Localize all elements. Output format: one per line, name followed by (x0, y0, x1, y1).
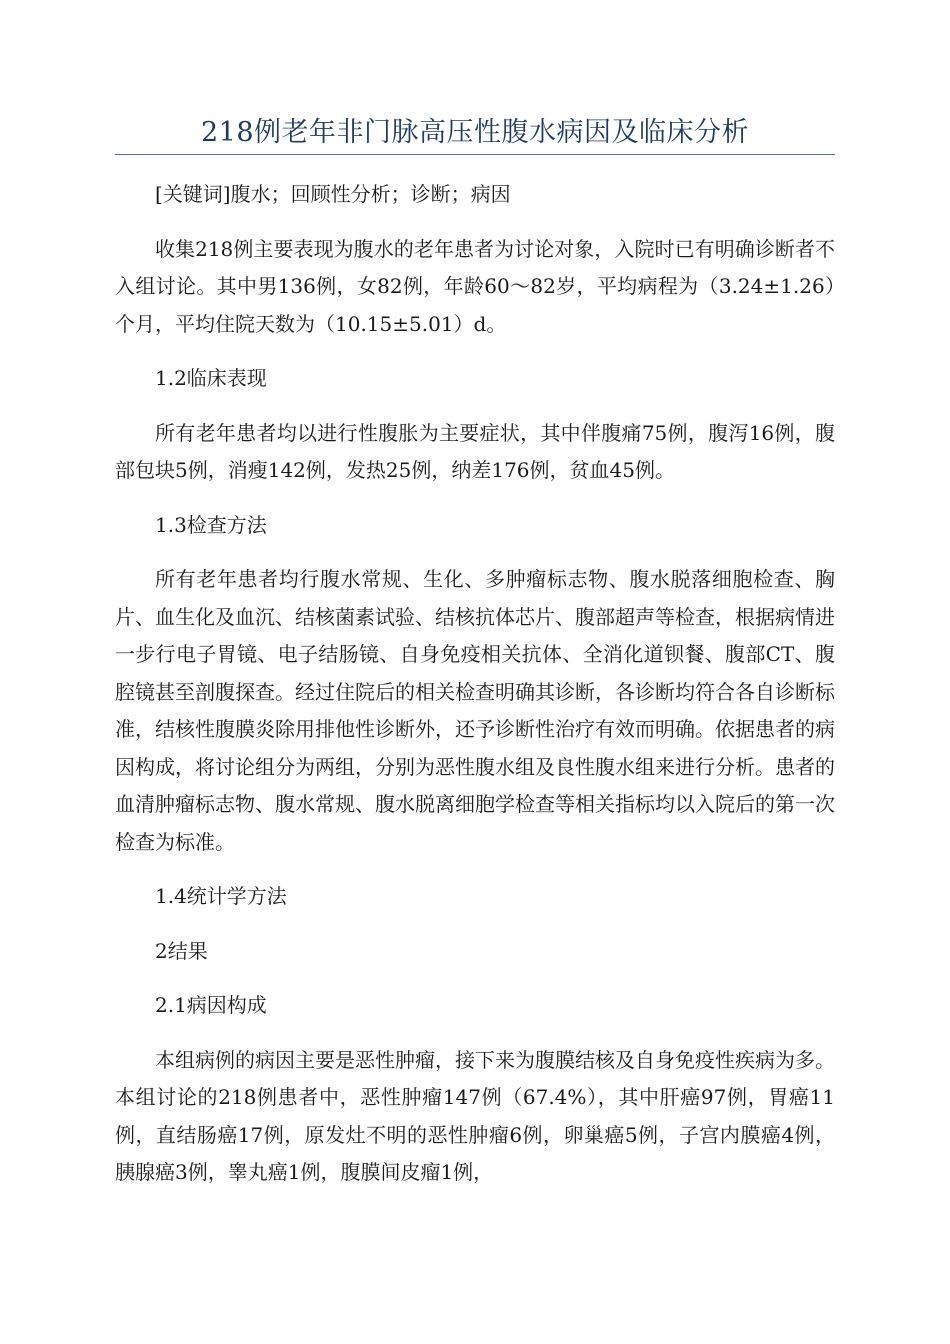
body-paragraph: 收集218例主要表现为腹水的老年患者为讨论对象，入院时已有明确诊断者不入组讨论。其中男136例，女82例，年龄60～82岁，平均病程为（3.24±1.26）个月，平均住院天数为（10.15±5.01）d。 (115, 236, 835, 336)
document-title: 218例老年非门脉高压性腹水病因及临床分析 (200, 117, 750, 148)
section-heading: 2结果 (155, 938, 208, 963)
keywords-paragraph: [关键词]腹水；回顾性分析；诊断；病因 (155, 182, 511, 206)
document-body (115, 176, 835, 1209)
section-heading: 1.3检查方法 (155, 512, 267, 537)
body-paragraph: 本组病例的病因主要是恶性肿瘤，接下来为腹膜结核及自身免疫性疾病为多。本组讨论的218例患者中，恶性肿瘤147例（67.4%），其中肝癌97例，胃癌11例，直结肠癌17例，原发灶不明的恶性肿瘤6例，卵巢癌5例，子宫内膜癌4例，胰腺癌3例，睾丸癌1例，腹膜间皮瘤1例， (115, 1047, 835, 1184)
section-heading: 1.2临床表现 (155, 366, 267, 390)
body-paragraph: 所有老年患者均以进行性腹胀为主要症状，其中伴腹痛75例，腹泻16例，腹部包块5例，消瘦142例，发热25例，纳差176例，贫血45例。 (115, 420, 835, 482)
body-paragraph: 所有老年患者均行腹水常规、生化、多肿瘤标志物、腹水脱落细胞检查、胸片、血生化及血沉、结核菌素试验、结核抗体芯片、腹部超声等检查，根据病情进一步行电子胃镜、电子结肠镜、自身免疫相关抗体、全消化道钡餐、腹部CT、腹腔镜甚至剖腹探查。经过住院后的相关检查明确其诊断，各诊断均符合各自诊断标准，结核性腹膜炎除用排他性诊断外，还予诊断性治疗有效而明确。依据患者的病因构成，将讨论组分为两组，分别为恶性腹水组及良性腹水组来进行分析。患者的血清肿瘤标志物、腹水常规、腹水脱离细胞学检查等相关指标均以入院后的第一次检查为标准。 (115, 567, 835, 854)
section-heading: 1.4统计学方法 (155, 884, 287, 908)
section-heading: 2.1病因构成 (155, 993, 267, 1017)
title-underline (115, 154, 835, 155)
